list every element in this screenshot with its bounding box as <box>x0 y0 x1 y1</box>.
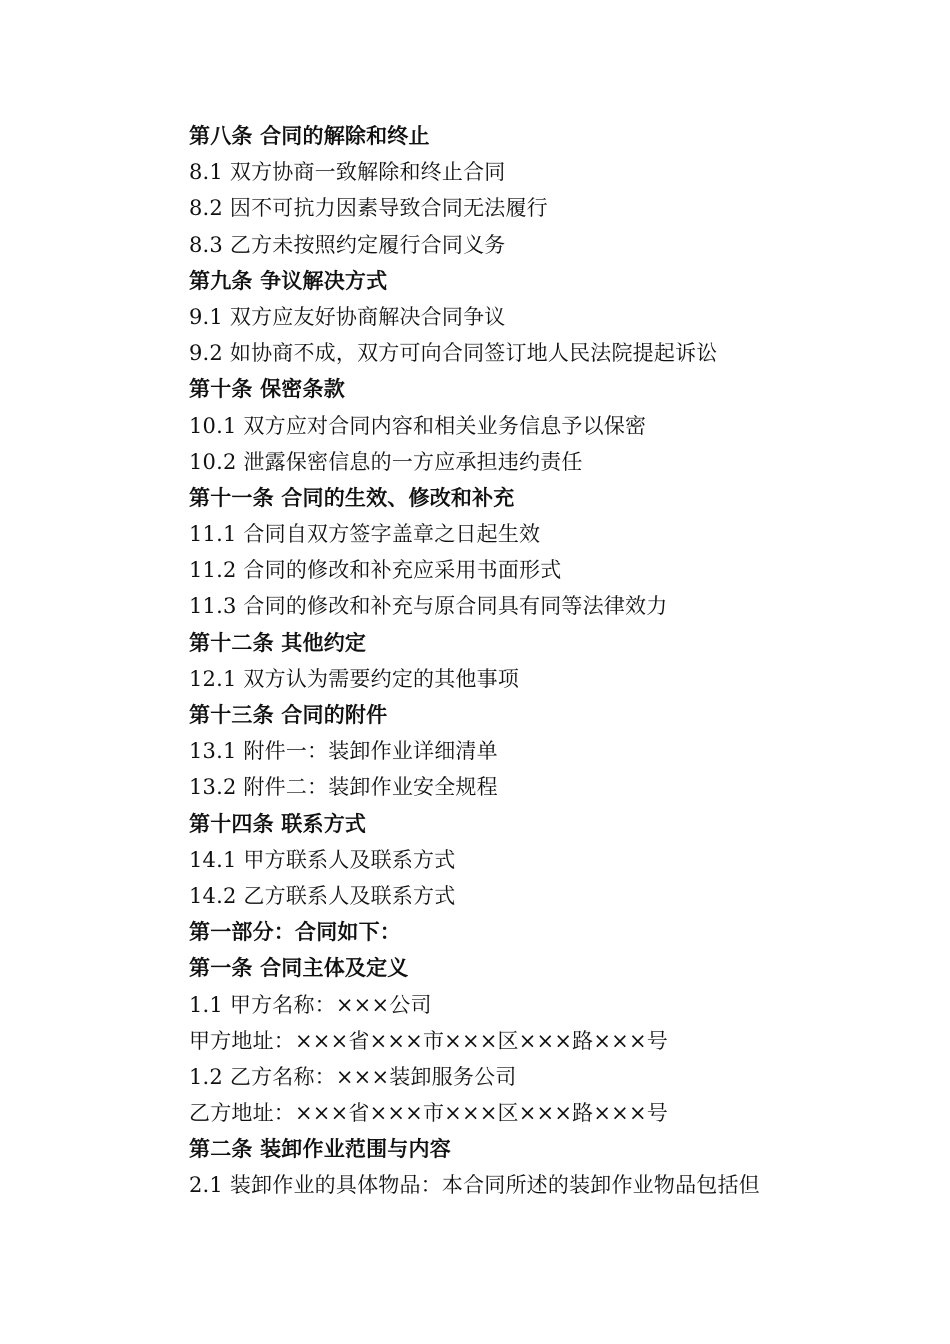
section-heading-10: 第十条 保密条款 <box>189 377 345 402</box>
section-heading-13: 第十三条 合同的附件 <box>189 703 388 727</box>
clause-11-1: 11.1 合同自双方签字盖章之日起生效 <box>189 522 541 547</box>
clause-1-1: 1.1 甲方名称：×××公司 <box>189 992 432 1017</box>
party-b-address: 乙方地址：×××省×××市×××区×××路×××号 <box>189 1101 668 1126</box>
section-heading-8: 第八条 合同的解除和终止 <box>189 124 430 148</box>
part-one-heading: 第一部分：合同如下： <box>189 920 401 945</box>
clause-8-1: 8.1 双方协商一致解除和终止合同 <box>189 160 506 185</box>
clause-11-2: 11.2 合同的修改和补充应采用书面形式 <box>189 558 562 583</box>
clause-2-1: 2.1 装卸作业的具体物品：本合同所述的装卸作业物品包括但 <box>189 1173 760 1198</box>
clause-10-1: 10.1 双方应对合同内容和相关业务信息予以保密 <box>189 413 647 438</box>
clause-1-2: 1.2 乙方名称：×××装卸服务公司 <box>189 1064 517 1089</box>
clause-8-2: 8.2 因不可抗力因素导致合同无法履行 <box>189 196 548 221</box>
clause-11-3: 11.3 合同的修改和补充与原合同具有同等法律效力 <box>189 594 668 619</box>
section-heading-14: 第十四条 联系方式 <box>189 811 367 836</box>
clause-13-2: 13.2 附件二：装卸作业安全规程 <box>189 775 498 800</box>
clause-9-1: 9.1 双方应友好协商解决合同争议 <box>189 304 506 329</box>
clause-14-1: 14.1 甲方联系人及联系方式 <box>189 847 456 872</box>
clause-8-3: 8.3 乙方未按照约定履行合同义务 <box>189 232 506 257</box>
clause-10-2: 10.2 泄露保密信息的一方应承担违约责任 <box>189 449 583 474</box>
document-body <box>189 118 869 1204</box>
section-heading-1: 第一条 合同主体及定义 <box>189 956 409 981</box>
section-heading-9: 第九条 争议解决方式 <box>189 268 388 293</box>
section-heading-11: 第十一条 合同的生效、修改和补充 <box>189 485 515 510</box>
clause-12-1: 12.1 双方认为需要约定的其他事项 <box>189 666 520 691</box>
clause-14-2: 14.2 乙方联系人及联系方式 <box>189 883 456 908</box>
clause-13-1: 13.1 附件一：装卸作业详细清单 <box>189 739 498 764</box>
clause-9-2: 9.2 如协商不成，双方可向合同签订地人民法院提起诉讼 <box>189 341 718 366</box>
section-heading-2: 第二条 装卸作业范围与内容 <box>189 1137 451 1162</box>
section-heading-12: 第十二条 其他约定 <box>189 630 367 655</box>
party-a-address: 甲方地址：×××省×××市×××区×××路×××号 <box>189 1028 668 1053</box>
